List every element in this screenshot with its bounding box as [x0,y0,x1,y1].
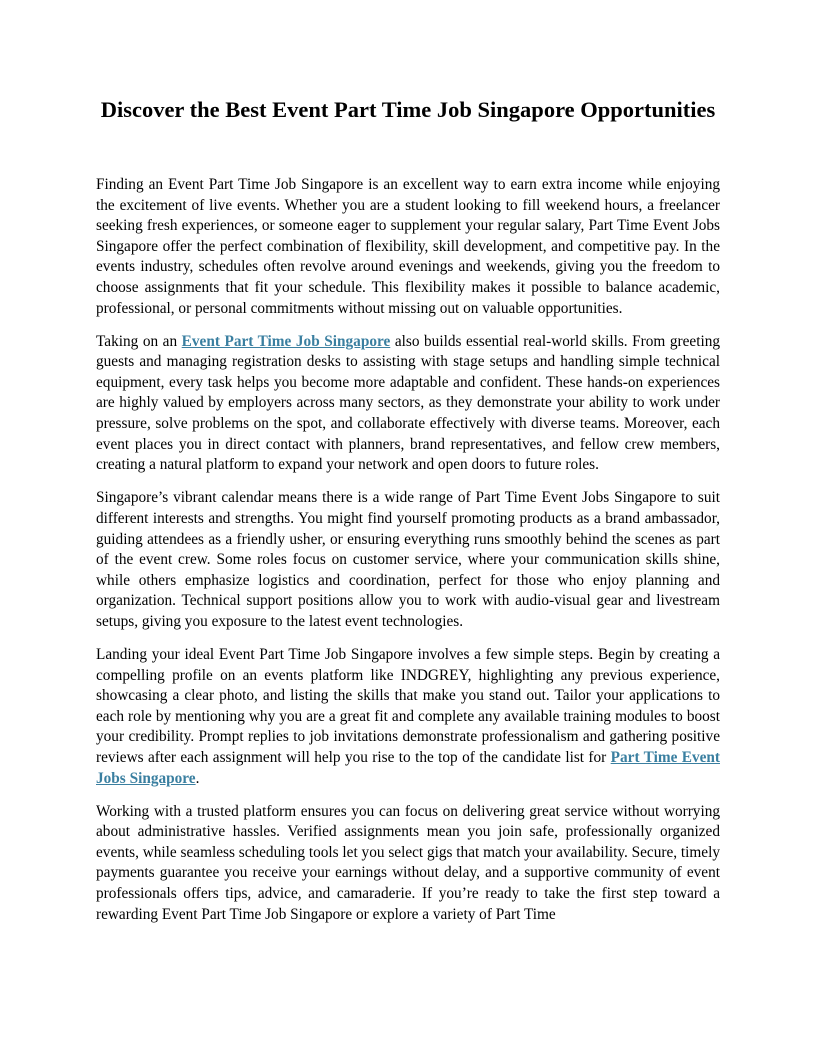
part-time-event-jobs-singapore-link[interactable]: Part Time Event Jobs Singapore [96,748,720,787]
paragraph-3: Singapore’s vibrant calendar means there is a wide range of Part Time Event Jobs Singapore to suit different interests and strengths. You might find yourself promoting products as a brand ambassador, guiding attendees as a friendly usher, or ensuring everything runs smoothly behind the scenes as part of the event crew. Some roles focus on customer service, where your communication skills shine, while others emphasize logistics and coordination, perfect for those who enjoy planning and organization. Technical support positions allow you to work with audio-visual gear and livestream setups, giving you exposure to the latest event technologies. [96,489,720,630]
document-body [96,175,720,938]
paragraph-2-rest: also builds essential real-world skills. From greeting guests and managing registration desks to assisting with stage setups and handling simple technical equipment, every task helps you become more adaptable and confident. These hands-on experiences are highly valued by employers across many sectors, as they demonstrate your ability to work under pressure, solve problems on the spot, and collaborate effectively with diverse teams. Moreover, each event places you in direct contact with planners, brand representatives, and fellow crew members, creating a natural platform to expand your network and open doors to future roles. [96,332,720,474]
paragraph-1: Finding an Event Part Time Job Singapore is an excellent way to earn extra income while enjoying the excitement of live events. Whether you are a student looking to fill weekend hours, a freelancer seeking fresh experiences, or someone eager to supplement your regular salary, Part Time Event Jobs Singapore offer the perfect combination of flexibility, skill development, and competitive pay. In the events industry, schedules often revolve around evenings and weekends, giving you the freedom to choose assignments that fit your schedule. This flexibility makes it possible to balance academic, professional, or personal commitments without missing out on valuable opportunities. [96,176,720,317]
page-title: Discover the Best Event Part Time Job Singapore Opportunities [100,97,716,122]
paragraph-4-rest: . [195,769,200,787]
paragraph-4-lead: Landing your ideal Event Part Time Job Singapore involves a few simple steps. Begin by creating a compelling profile on an events platform like INDGREY, highlighting any previous experience, showcasing a clear photo, and listing the skills that make you stand out. Tailor your applications to each role by mentioning why you are a great fit and complete any available training modules to boost your credibility. Prompt replies to job invitations demonstrate professionalism and gathering positive reviews after each assignment will help you rise to the top of the candidate list for [96,645,720,766]
paragraph-5: Working with a trusted platform ensures you can focus on delivering great service without worrying about administrative hassles. Verified assignments mean you join safe, professionally organized events, while seamless scheduling tools let you select gigs that match your availability. Secure, timely payments guarantee you receive your earnings without delay, and a supportive community of event professionals offers tips, advice, and camaraderie. If you’re ready to take the first step toward a rewarding Event Part Time Job Singapore or explore a variety of Part Time [96,802,720,923]
paragraph-2 [96,332,720,476]
event-part-time-job-singapore-link[interactable]: Event Part Time Job Singapore [181,332,391,350]
paragraph-4 [96,645,720,789]
paragraph-2-lead: Taking on an [96,332,182,350]
